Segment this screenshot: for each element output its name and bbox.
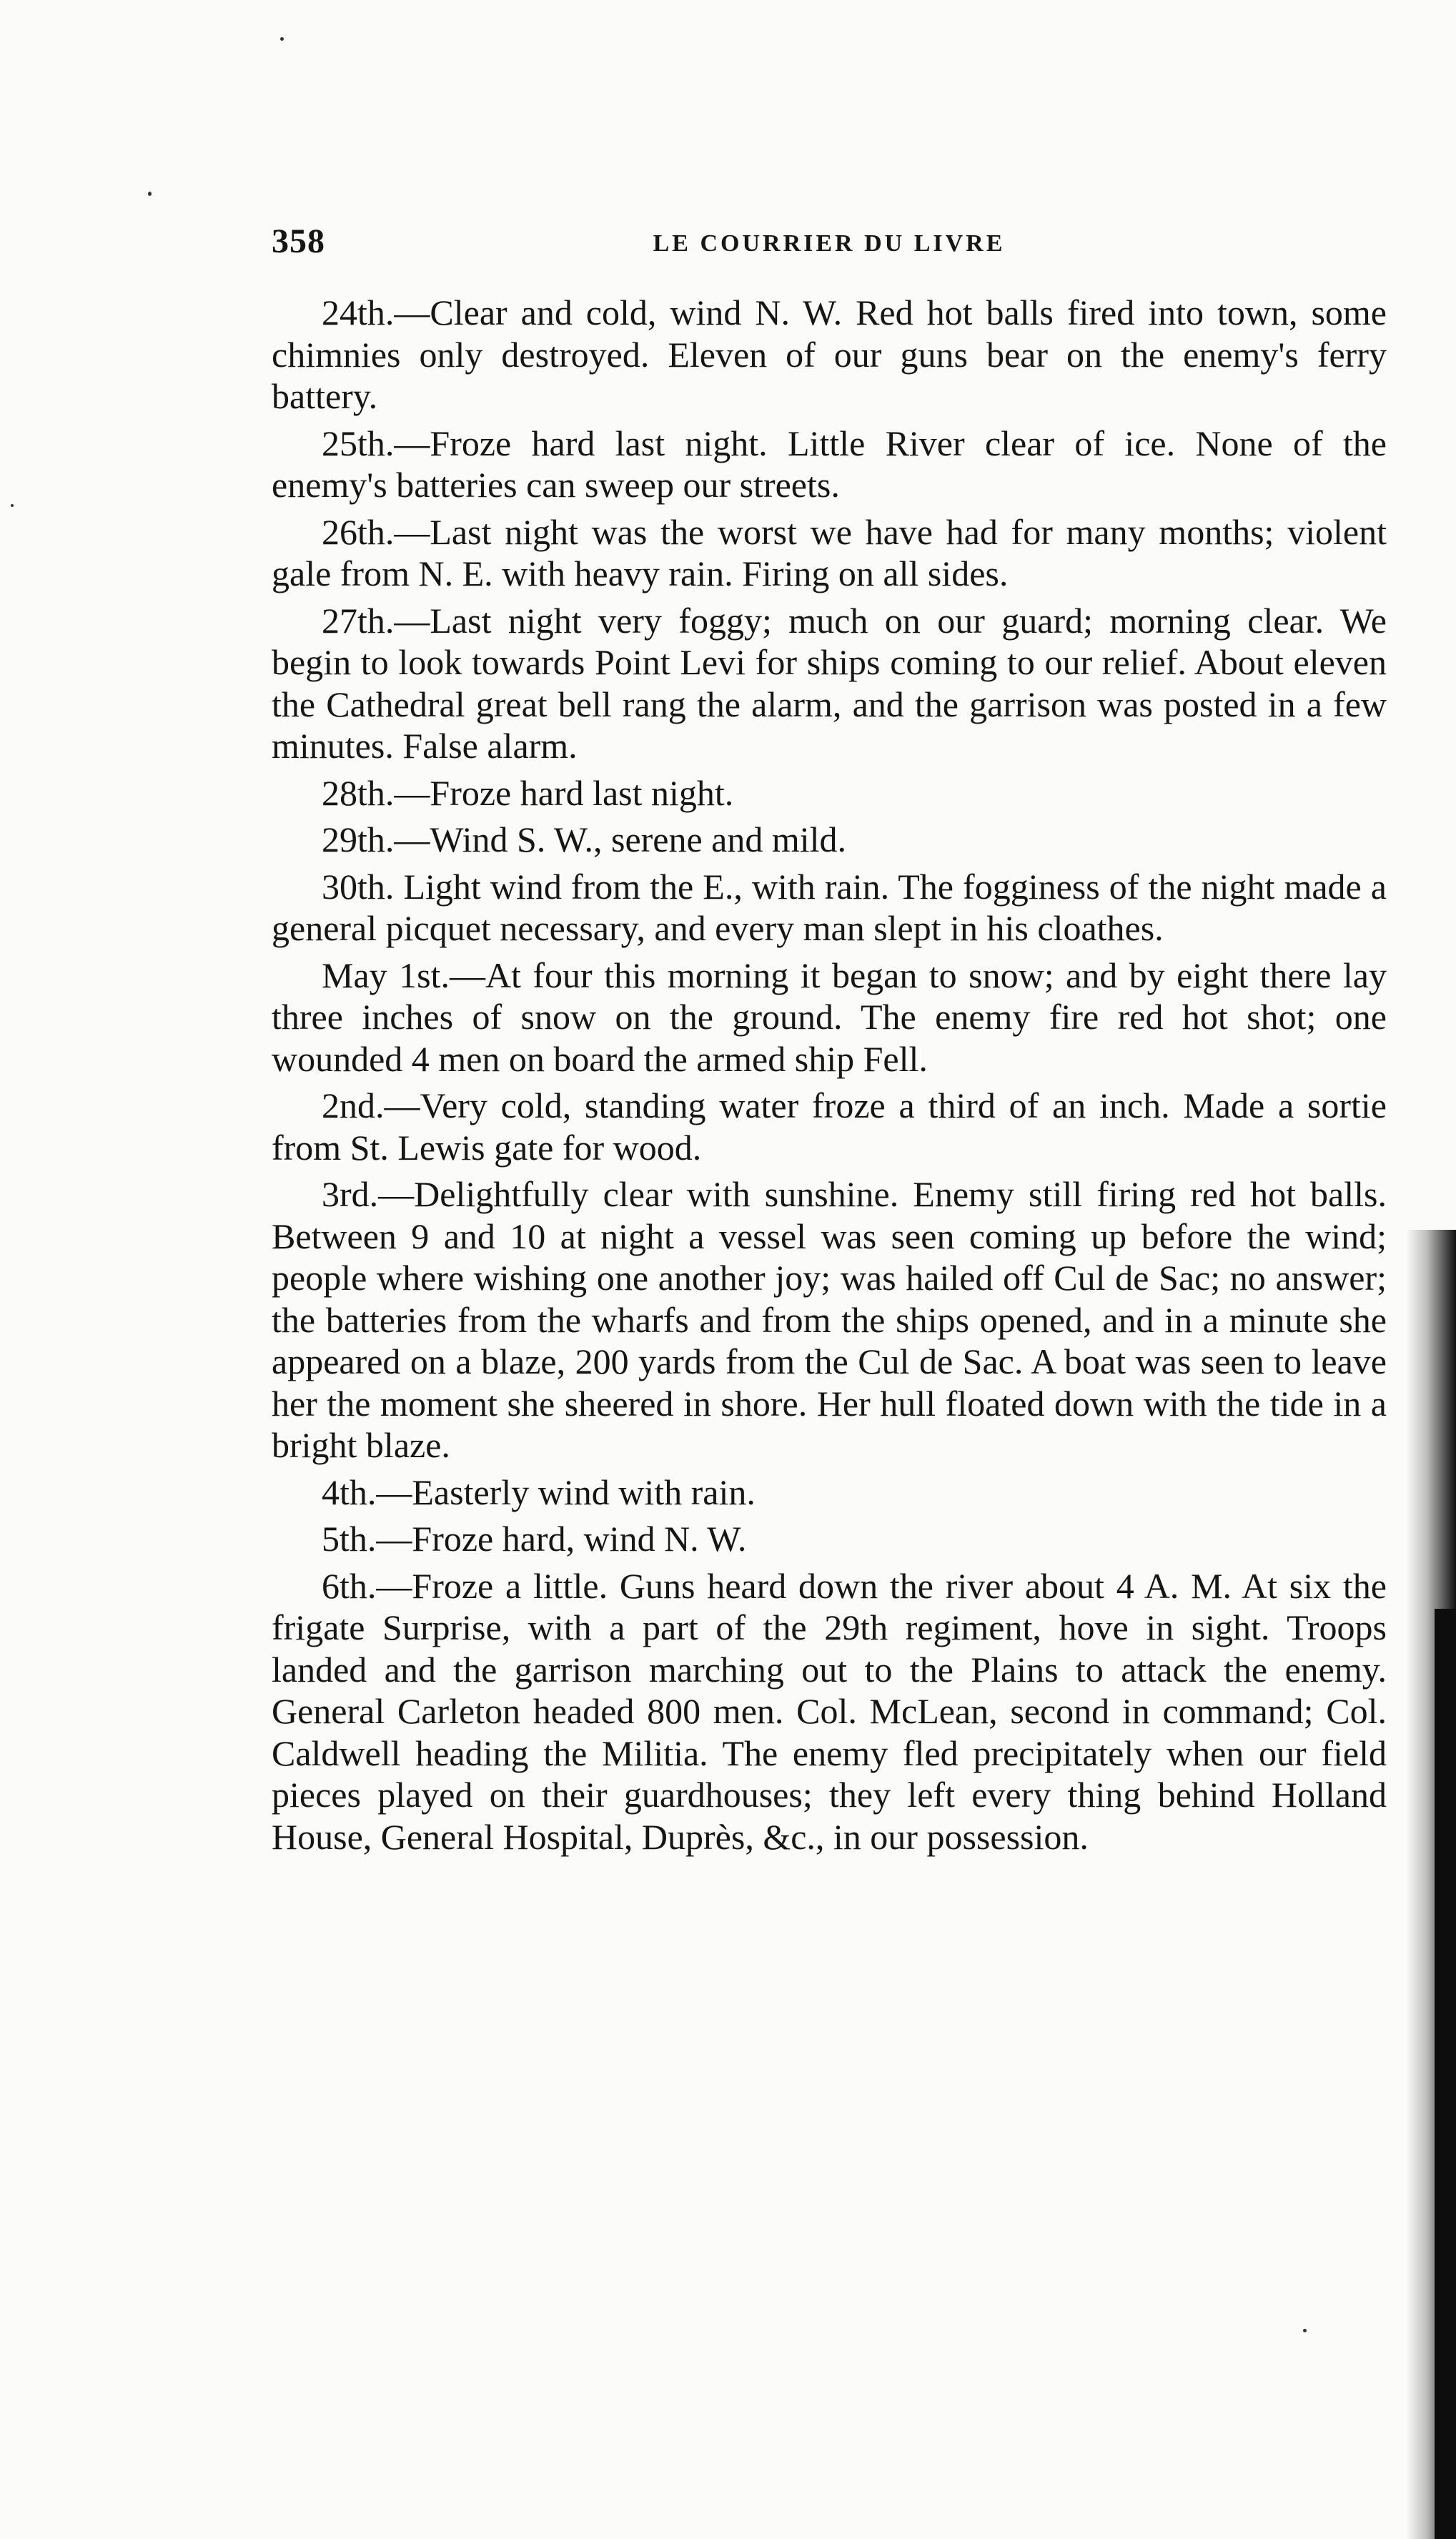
page-number: 358 bbox=[272, 222, 325, 260]
diary-entry-26th: 26th.—Last night was the worst we have had for many months; violent gale from N. E. with heavy rain. Firing on all sides. bbox=[272, 511, 1387, 593]
diary-text bbox=[272, 292, 1387, 1858]
diary-entry-may-1st: May 1st.—At four this morning it began to snow; and by eight there lay three inches of snow on the ground. The enemy fire red hot shot; one wounded 4 men on board the armed ship Fell. bbox=[272, 955, 1387, 1079]
diary-entry-27th: 27th.—Last night very foggy; much on our guard; morning clear. We begin to look towards Point Levi for ships coming to our relief. About eleven the Cathedral great bell rang the alarm, and the garrison was posted in a few minutes. False alarm. bbox=[272, 600, 1387, 766]
diary-entry-5th: 5th.—Froze hard, wind N. W. bbox=[322, 1519, 747, 1559]
diary-entry-4th: 4th.—Easterly wind with rain. bbox=[322, 1471, 756, 1512]
diary-entry-28th: 28th.—Froze hard last night. bbox=[322, 772, 734, 813]
diary-entry-2nd: 2nd.—Very cold, standing water froze a third of an inch. Made a sortie from St. Lewis gate for wood. bbox=[272, 1085, 1387, 1168]
running-title: LE COURRIER DU LIVRE bbox=[653, 230, 1006, 257]
page-edge-binding bbox=[1435, 1609, 1456, 2539]
diary-entry-6th: 6th.—Froze a little. Guns heard down the river about 4 A. M. At six the frigate Surprise, with a part of the 29th regiment, hove in sight. Troops landed and the garrison marching out to the Plains to attack the enemy. General Carleton headed 800 men. Col. McLean, second in command; Col. Caldwell heading the Militia. The enemy fled precipitately when our field pieces played on their guardhouses; they left every thing behind Holland House, General Hospital, Duprès, &c., in our possession. bbox=[272, 1565, 1387, 1857]
diary-entry-25th: 25th.—Froze hard last night. Little River clear of ice. None of the enemy's batteries can sweep our streets. bbox=[272, 423, 1387, 505]
ink-speck bbox=[148, 192, 152, 196]
ink-speck bbox=[11, 504, 14, 507]
ink-speck bbox=[280, 37, 284, 41]
diary-entry-3rd: 3rd.—Delightfully clear with sunshine. Enemy still firing red hot balls. Between 9 and 10 at night a vessel was seen coming up before the wind; people where wishing one another joy; was hailed off Cul de Sac; no answer; the batteries from the wharfs and from the ships opened, and in a minute she appeared on a blaze, 200 yards from the Cul de Sac. A boat was seen to leave her the moment she sheered in shore. Her hull floated down with the tide in a bright blaze. bbox=[272, 1174, 1387, 1465]
diary-entry-24th: 24th.—Clear and cold, wind N. W. Red hot balls fired into town, some chimnies only destroyed. Eleven of our guns bear on the enemy's ferry battery. bbox=[272, 292, 1387, 416]
diary-entry-29th: 29th.—Wind S. W., serene and mild. bbox=[322, 819, 847, 859]
book-page bbox=[272, 215, 1387, 1863]
page-header bbox=[272, 215, 1387, 272]
ink-speck bbox=[1303, 2329, 1307, 2332]
diary-entry-30th: 30th. Light wind from the E., with rain. The fogginess of the night made a general picquet necessary, and every man slept in his cloathes. bbox=[272, 866, 1387, 948]
